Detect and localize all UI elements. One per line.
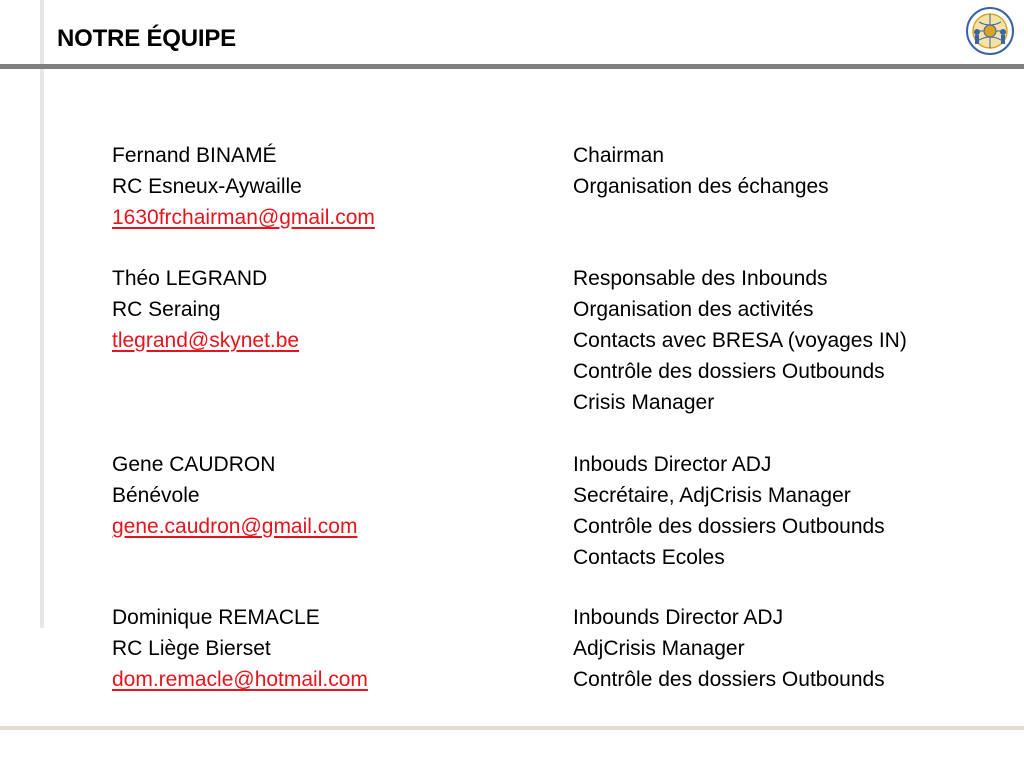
member-name: Fernand BINAMÉ [112, 144, 277, 167]
member-role: Contacts Ecoles [573, 546, 725, 569]
youth-exchange-logo-icon [965, 2, 1015, 60]
member-card-legrand [112, 263, 552, 356]
member-card-binamé [112, 140, 552, 233]
member-role: Contrôle des dossiers Outbounds [573, 515, 885, 538]
member-role: Chairman [573, 144, 665, 167]
member-role: AdjCrisis Manager [573, 637, 745, 660]
member-role: Inbouds Director ADJ [573, 453, 772, 476]
member-role: Organisation des échanges [573, 175, 829, 198]
member-role: Contacts avec BRESA (voyages IN) [573, 329, 907, 352]
member-name: Théo LEGRAND [112, 267, 268, 290]
member-role: Secrétaire, AdjCrisis Manager [573, 484, 851, 507]
member-role: Organisation des activités [573, 298, 814, 321]
member-email-link[interactable]: gene.caudron@gmail.com [112, 515, 358, 538]
footer-rule [0, 726, 1024, 730]
member-club: Bénévole [112, 484, 200, 507]
member-club: RC Esneux-Aywaille [112, 175, 302, 198]
member-name: Dominique REMACLE [112, 606, 320, 629]
member-name: Gene CAUDRON [112, 453, 276, 476]
member-role: Contrôle des dossiers Outbounds [573, 360, 885, 383]
member-card-caudron [112, 449, 552, 542]
member-roles [573, 449, 1013, 573]
member-club: RC Liège Bierset [112, 637, 271, 660]
member-role: Inbounds Director ADJ [573, 606, 784, 629]
page-title: NOTRE ÉQUIPE [57, 25, 236, 52]
member-roles [573, 602, 1013, 695]
member-role: Responsable des Inbounds [573, 267, 828, 290]
member-role: Crisis Manager [573, 391, 715, 414]
member-roles [573, 140, 1013, 202]
member-email-link[interactable]: tlegrand@skynet.be [112, 329, 300, 352]
member-role: Contrôle des dossiers Outbounds [573, 668, 885, 691]
header-rule [0, 64, 1024, 69]
member-email-link[interactable]: 1630frchairman@gmail.com [112, 206, 375, 229]
left-margin-rule [40, 0, 44, 628]
member-roles [573, 263, 1013, 418]
member-email-link[interactable]: dom.remacle@hotmail.com [112, 668, 368, 691]
member-club: RC Seraing [112, 298, 221, 321]
member-card-remacle [112, 602, 552, 695]
